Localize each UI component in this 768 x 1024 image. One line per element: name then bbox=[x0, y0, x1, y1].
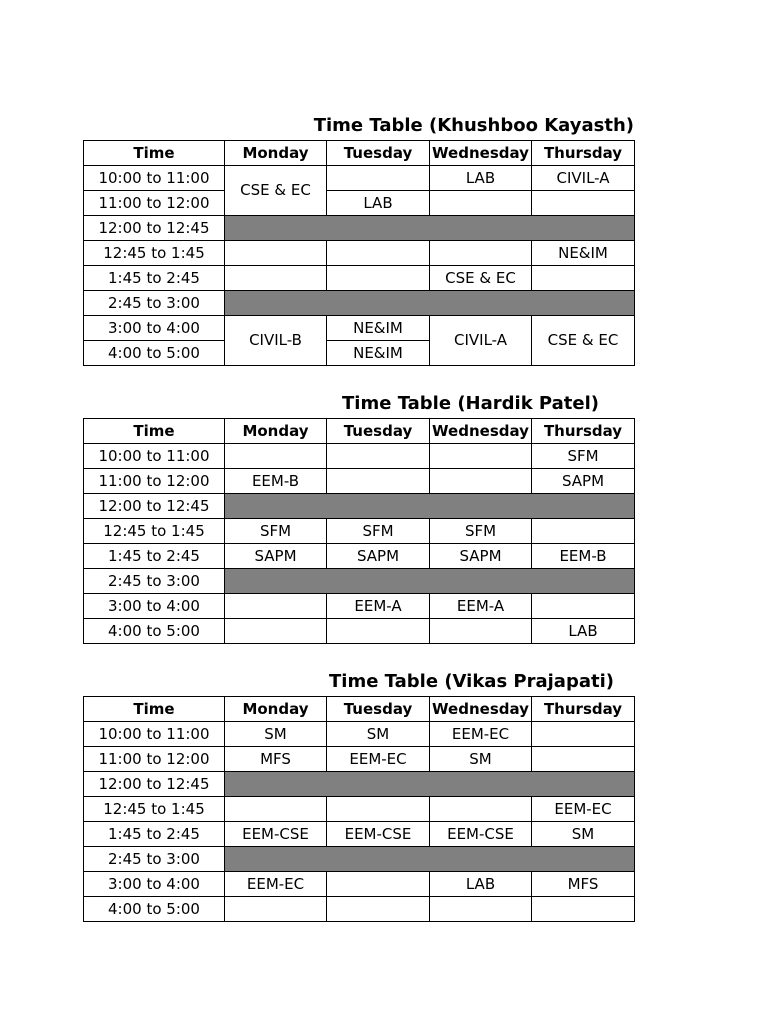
class-cell bbox=[327, 797, 430, 822]
header-row bbox=[84, 697, 635, 722]
time-cell: 12:45 to 1:45 bbox=[84, 797, 225, 822]
class-cell bbox=[327, 619, 430, 644]
class-cell bbox=[532, 266, 635, 291]
table-row bbox=[84, 266, 635, 291]
class-cell: EEM-A bbox=[327, 594, 430, 619]
break-shading bbox=[225, 569, 635, 594]
class-cell: SFM bbox=[327, 519, 430, 544]
table-row bbox=[84, 822, 635, 847]
class-cell: NE&IM bbox=[327, 341, 430, 366]
timetable-vikas bbox=[83, 696, 635, 922]
header-time: Time bbox=[84, 419, 225, 444]
header-monday: Monday bbox=[225, 697, 327, 722]
break-shading bbox=[225, 772, 635, 797]
class-cell bbox=[225, 897, 327, 922]
class-cell: NE&IM bbox=[532, 241, 635, 266]
class-cell: CSE & EC bbox=[430, 266, 532, 291]
class-cell: MFS bbox=[532, 872, 635, 897]
break-row bbox=[84, 216, 635, 241]
table-row bbox=[84, 444, 635, 469]
time-cell: 10:00 to 11:00 bbox=[84, 722, 225, 747]
class-cell: SAPM bbox=[430, 544, 532, 569]
break-row bbox=[84, 847, 635, 872]
class-cell bbox=[327, 872, 430, 897]
class-cell: EEM-B bbox=[532, 544, 635, 569]
table-row bbox=[84, 316, 635, 341]
header-wednesday: Wednesday bbox=[430, 141, 532, 166]
header-time: Time bbox=[84, 697, 225, 722]
time-cell: 12:45 to 1:45 bbox=[84, 519, 225, 544]
class-cell: CSE & EC bbox=[532, 316, 635, 366]
class-cell bbox=[532, 897, 635, 922]
time-cell: 1:45 to 2:45 bbox=[84, 266, 225, 291]
class-cell bbox=[430, 191, 532, 216]
timetable-title-khushboo: Time Table (Khushboo Kayasth) bbox=[313, 115, 634, 136]
table-row bbox=[84, 797, 635, 822]
table-row bbox=[84, 722, 635, 747]
class-cell: CIVIL-A bbox=[430, 316, 532, 366]
class-cell bbox=[532, 594, 635, 619]
time-cell: 12:00 to 12:45 bbox=[84, 216, 225, 241]
table-row bbox=[84, 191, 635, 216]
break-row bbox=[84, 569, 635, 594]
time-cell: 2:45 to 3:00 bbox=[84, 291, 225, 316]
class-cell: SM bbox=[225, 722, 327, 747]
time-cell: 3:00 to 4:00 bbox=[84, 316, 225, 341]
timetable-title-hardik: Time Table (Hardik Patel) bbox=[342, 393, 599, 414]
class-cell bbox=[327, 469, 430, 494]
class-cell: EEM-CSE bbox=[327, 822, 430, 847]
timetable-title-vikas: Time Table (Vikas Prajapati) bbox=[329, 671, 614, 692]
class-cell: EEM-EC bbox=[225, 872, 327, 897]
class-cell bbox=[327, 241, 430, 266]
class-cell bbox=[225, 594, 327, 619]
class-cell: CIVIL-B bbox=[225, 316, 327, 366]
table-row bbox=[84, 519, 635, 544]
class-cell: LAB bbox=[430, 166, 532, 191]
class-cell bbox=[430, 469, 532, 494]
class-cell bbox=[430, 619, 532, 644]
time-cell: 11:00 to 12:00 bbox=[84, 747, 225, 772]
class-cell: EEM-EC bbox=[532, 797, 635, 822]
class-cell: LAB bbox=[532, 619, 635, 644]
time-cell: 11:00 to 12:00 bbox=[84, 469, 225, 494]
table-row bbox=[84, 594, 635, 619]
class-cell: EEM-CSE bbox=[430, 822, 532, 847]
class-cell bbox=[225, 444, 327, 469]
class-cell bbox=[327, 266, 430, 291]
class-cell: EEM-B bbox=[225, 469, 327, 494]
break-row bbox=[84, 772, 635, 797]
class-cell: EEM-EC bbox=[430, 722, 532, 747]
class-cell bbox=[430, 797, 532, 822]
header-time: Time bbox=[84, 141, 225, 166]
class-cell: SM bbox=[532, 822, 635, 847]
class-cell bbox=[430, 241, 532, 266]
class-cell: LAB bbox=[327, 191, 430, 216]
time-cell: 12:00 to 12:45 bbox=[84, 772, 225, 797]
time-cell: 4:00 to 5:00 bbox=[84, 619, 225, 644]
timetable-hardik bbox=[83, 418, 635, 644]
break-shading bbox=[225, 494, 635, 519]
class-cell bbox=[225, 797, 327, 822]
time-cell: 3:00 to 4:00 bbox=[84, 594, 225, 619]
table-row bbox=[84, 897, 635, 922]
class-cell bbox=[532, 747, 635, 772]
class-cell: NE&IM bbox=[327, 316, 430, 341]
class-cell bbox=[532, 519, 635, 544]
class-cell: SAPM bbox=[225, 544, 327, 569]
header-row bbox=[84, 419, 635, 444]
time-cell: 2:45 to 3:00 bbox=[84, 847, 225, 872]
table-row bbox=[84, 872, 635, 897]
class-cell bbox=[225, 266, 327, 291]
header-monday: Monday bbox=[225, 141, 327, 166]
class-cell bbox=[327, 166, 430, 191]
class-cell: EEM-CSE bbox=[225, 822, 327, 847]
class-cell: SAPM bbox=[327, 544, 430, 569]
header-tuesday: Tuesday bbox=[327, 697, 430, 722]
class-cell bbox=[327, 897, 430, 922]
time-cell: 10:00 to 11:00 bbox=[84, 166, 225, 191]
class-cell bbox=[225, 619, 327, 644]
class-cell bbox=[430, 444, 532, 469]
class-cell bbox=[532, 191, 635, 216]
class-cell: CSE & EC bbox=[225, 166, 327, 216]
time-cell: 4:00 to 5:00 bbox=[84, 341, 225, 366]
table-row bbox=[84, 166, 635, 191]
time-cell: 12:00 to 12:45 bbox=[84, 494, 225, 519]
class-cell bbox=[430, 897, 532, 922]
header-thursday: Thursday bbox=[532, 419, 635, 444]
class-cell: CIVIL-A bbox=[532, 166, 635, 191]
class-cell: SM bbox=[430, 747, 532, 772]
time-cell: 3:00 to 4:00 bbox=[84, 872, 225, 897]
class-cell: EEM-EC bbox=[327, 747, 430, 772]
class-cell: SFM bbox=[430, 519, 532, 544]
time-cell: 4:00 to 5:00 bbox=[84, 897, 225, 922]
class-cell: LAB bbox=[430, 872, 532, 897]
class-cell: SAPM bbox=[532, 469, 635, 494]
table-row bbox=[84, 619, 635, 644]
class-cell: EEM-A bbox=[430, 594, 532, 619]
break-shading bbox=[225, 847, 635, 872]
break-row bbox=[84, 494, 635, 519]
time-cell: 11:00 to 12:00 bbox=[84, 191, 225, 216]
class-cell bbox=[327, 444, 430, 469]
break-row bbox=[84, 291, 635, 316]
table-row bbox=[84, 544, 635, 569]
class-cell: SM bbox=[327, 722, 430, 747]
class-cell: MFS bbox=[225, 747, 327, 772]
table-row bbox=[84, 747, 635, 772]
class-cell: SFM bbox=[532, 444, 635, 469]
header-row bbox=[84, 141, 635, 166]
header-wednesday: Wednesday bbox=[430, 419, 532, 444]
time-cell: 1:45 to 2:45 bbox=[84, 544, 225, 569]
class-cell bbox=[225, 241, 327, 266]
header-monday: Monday bbox=[225, 419, 327, 444]
header-wednesday: Wednesday bbox=[430, 697, 532, 722]
header-tuesday: Tuesday bbox=[327, 419, 430, 444]
time-cell: 10:00 to 11:00 bbox=[84, 444, 225, 469]
time-cell: 1:45 to 2:45 bbox=[84, 822, 225, 847]
time-cell: 2:45 to 3:00 bbox=[84, 569, 225, 594]
timetable-khushboo bbox=[83, 140, 635, 366]
break-shading bbox=[225, 291, 635, 316]
header-thursday: Thursday bbox=[532, 697, 635, 722]
class-cell bbox=[532, 722, 635, 747]
time-cell: 12:45 to 1:45 bbox=[84, 241, 225, 266]
class-cell: SFM bbox=[225, 519, 327, 544]
table-row bbox=[84, 469, 635, 494]
header-thursday: Thursday bbox=[532, 141, 635, 166]
break-shading bbox=[225, 216, 635, 241]
table-row bbox=[84, 241, 635, 266]
header-tuesday: Tuesday bbox=[327, 141, 430, 166]
